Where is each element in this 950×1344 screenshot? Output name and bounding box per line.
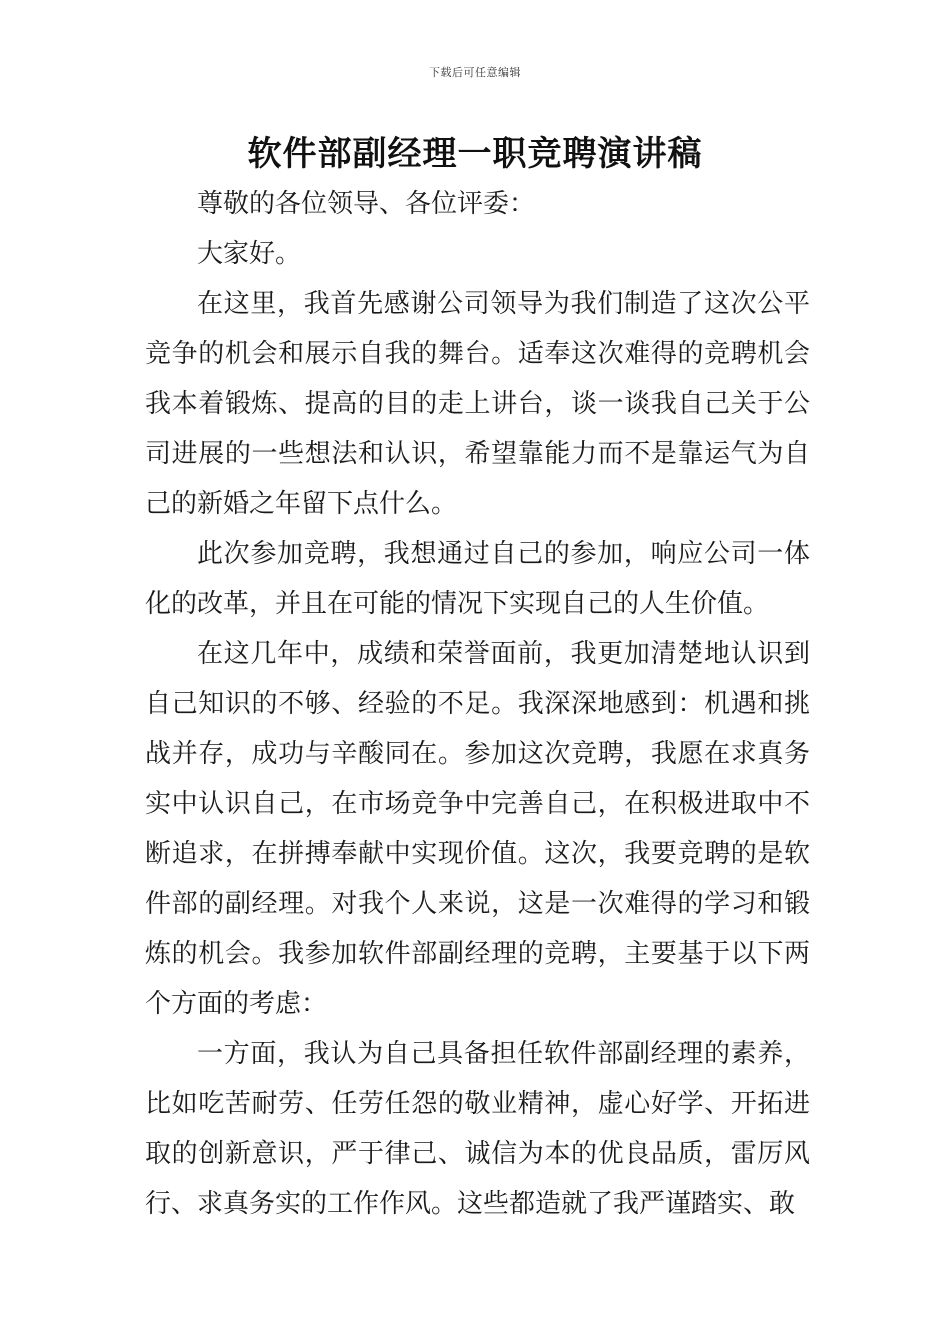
paragraph-greeting: 大家好。 <box>197 239 302 269</box>
paragraph: 一方面，我认为自己具备担任软件部副经理的素养，比如吃苦耐劳、任劳任怨的敬业精神，虚心好学、开拓进取的创新意识，严于律己、诚信为本的优良品质，雷厉风行、求真务实的工作作风。这些都造就了我严谨踏实、敢 <box>145 1039 810 1219</box>
paragraph-salutation: 尊敬的各位领导、各位评委： <box>197 189 536 219</box>
header-note: 下载后可任意编辑 <box>429 66 521 79</box>
paragraph: 在这几年中，成绩和荣誉面前，我更加清楚地认识到自己知识的不够、经验的不足。我深深地感到：机遇和挑战并存，成功与辛酸同在。参加这次竞聘，我愿在求真务实中认识自己，在市场竞争中完善自己，在积极进取中不断追求，在拼搏奉献中实现价值。这次，我要竞聘的是软件部的副经理。对我个人来说，这是一次难得的学习和锻炼的机会。我参加软件部副经理的竞聘，主要基于以下两个方面的考虑： <box>145 639 810 1019</box>
document-title: 软件部副经理一职竞聘演讲稿 <box>247 134 703 174</box>
document-body <box>145 179 810 1229</box>
paragraph: 此次参加竞聘，我想通过自己的参加，响应公司一体化的改革，并且在可能的情况下实现自己的人生价值。 <box>145 539 810 619</box>
paragraph: 在这里，我首先感谢公司领导为我们制造了这次公平竞争的机会和展示自我的舞台。适奉这次难得的竞聘机会我本着锻炼、提高的目的走上讲台，谈一谈我自己关于公司进展的一些想法和认识，希望靠能力而不是靠运气为自己的新婚之年留下点什么。 <box>145 289 810 519</box>
